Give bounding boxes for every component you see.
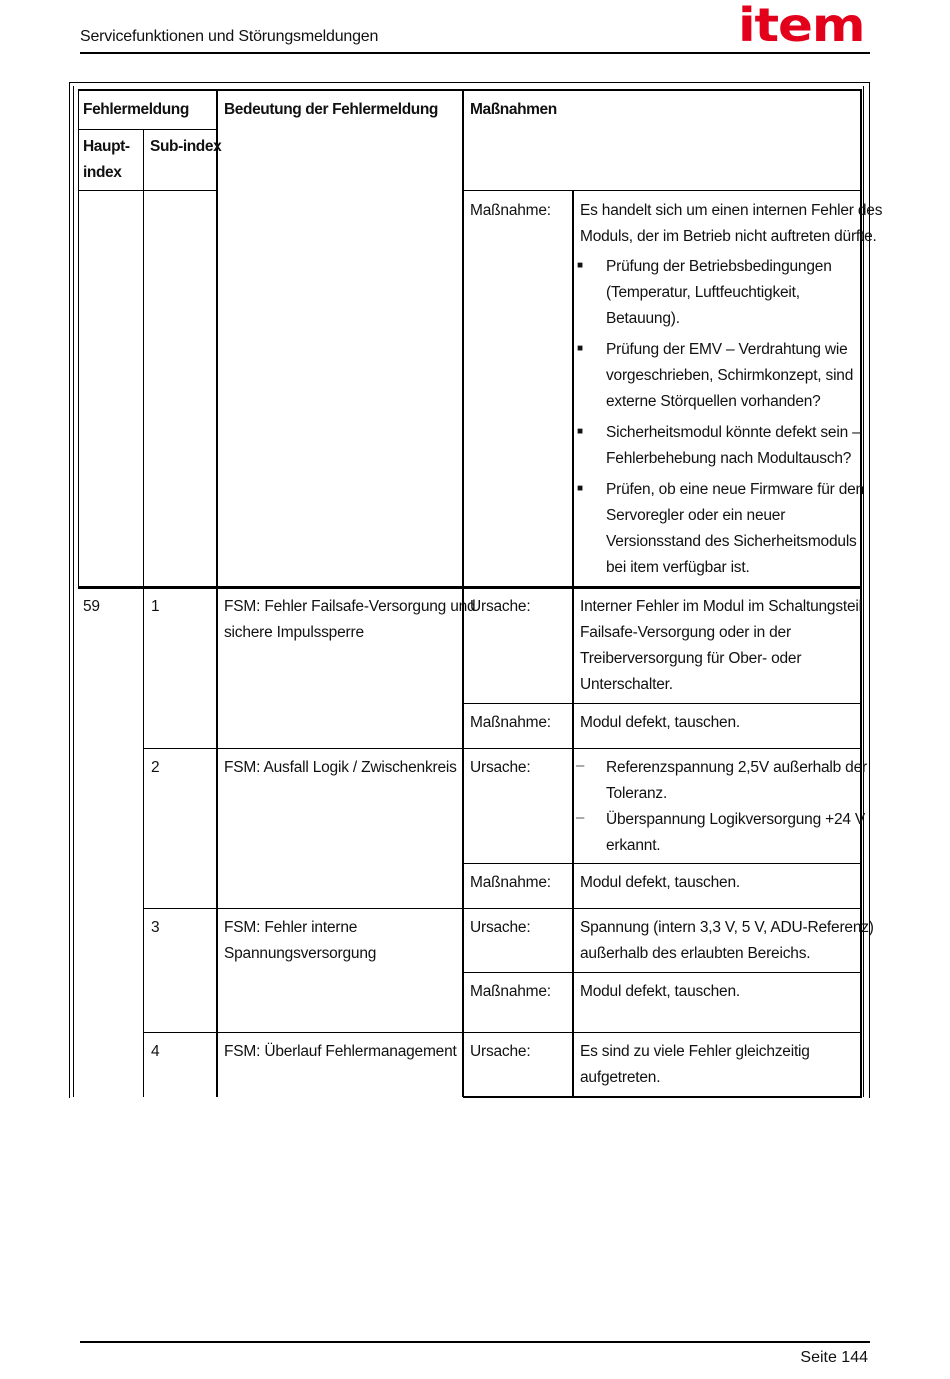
row-1-main-index: 59 [83, 598, 100, 615]
header-haupt-index-2: index [83, 164, 122, 181]
row-3-measure-label: Maßnahme: [470, 983, 551, 1000]
row-2-cause-2-line-1: Überspannung Logikversorgung +24 V [606, 811, 866, 828]
header-bottom-left-rule [78, 190, 217, 191]
row-1-cause-2: Failsafe-Versorgung oder in der [580, 624, 791, 641]
row-2-measure-label: Maßnahme: [470, 874, 551, 891]
row-2-measure-rule [463, 863, 861, 864]
square-bullet-icon: ■ [577, 483, 584, 494]
header-bottom-right-rule [463, 190, 861, 191]
row-1-meaning-1: FSM: Fehler Failsafe-Versorgung und [224, 598, 476, 615]
row-1-cause-4: Unterschalter. [580, 676, 673, 693]
fehlermeldung-split-rule [78, 129, 217, 130]
table-top-rule [78, 89, 861, 91]
row-2-cause-1-line-2: Toleranz. [606, 785, 668, 802]
header-bedeutung: Bedeutung der Fehlermeldung [224, 101, 438, 118]
row-3-meaning-1: FSM: Fehler interne [224, 919, 358, 936]
col-subindex-rule [143, 129, 144, 1097]
bullet-2-line-1: Prüfung der EMV – Verdrahtung wie [606, 341, 848, 358]
row-separator-59-rule [78, 586, 861, 589]
bullet-4-line-3: Versionsstand des Sicherheitsmoduls [606, 533, 857, 550]
col-meaning-rule [216, 89, 218, 1097]
row-2-cause-1-line-1: Referenzspannung 2,5V außerhalb der [606, 759, 867, 776]
header-fehlermeldung: Fehlermeldung [83, 101, 189, 118]
row-4-cause-1: Es sind zu viele Fehler gleichzeitig [580, 1043, 810, 1060]
item-logo: item [738, 0, 865, 52]
col-measures-rule [462, 89, 464, 1097]
row-4-cause-label: Ursache: [470, 1043, 531, 1060]
row-3-cause-1: Spannung (intern 3,3 V, 5 V, ADU-Referenz) [580, 919, 874, 936]
header-haupt-index-1: Haupt- [83, 138, 130, 155]
row-1-meaning-2: sichere Impulssperre [224, 624, 364, 641]
row-3-cause-label: Ursache: [470, 919, 531, 936]
row-3-measure-rule [463, 972, 861, 973]
square-bullet-icon: ■ [577, 343, 584, 354]
dash-bullet-icon: – [576, 809, 585, 826]
continued-intro-line-1: Es handelt sich um einen internen Fehler des [580, 202, 883, 219]
row-4-meaning-1: FSM: Überlauf Fehlermanagement [224, 1043, 457, 1060]
square-bullet-icon: ■ [577, 260, 584, 271]
bullet-1-line-1: Prüfung der Betriebsbedingungen [606, 258, 832, 275]
bullet-3-line-2: Fehlerbehebung nach Modultausch? [606, 450, 852, 467]
bullet-4-line-2: Servoregler oder ein neuer [606, 507, 786, 524]
bullet-1-line-3: Betauung). [606, 310, 680, 327]
row-4-top-rule [143, 1032, 861, 1033]
row-3-cause-2: außerhalb des erlaubten Bereichs. [580, 945, 811, 962]
row-3-meaning-2: Spannungsversorgung [224, 945, 377, 962]
bullet-3-line-1: Sicherheitsmodul könnte defekt sein – [606, 424, 861, 441]
row-4-sub-index: 4 [151, 1043, 160, 1060]
col-left-rule [78, 89, 79, 589]
row-4-cause-2: aufgetreten. [580, 1069, 661, 1086]
row-2-measure: Modul defekt, tauschen. [580, 874, 740, 891]
section-title: Servicefunktionen und Störungsmeldungen [80, 28, 379, 45]
bullet-2-line-2: vorgeschrieben, Schirmkonzept, sind [606, 367, 854, 384]
bullet-1-line-2: (Temperatur, Luftfeuchtigkeit, [606, 284, 800, 301]
bullet-4-line-1: Prüfen, ob eine neue Firmware für den [606, 481, 864, 498]
row-2-cause-2-line-2: erkannt. [606, 837, 661, 854]
header-massnahmen: Maßnahmen [470, 101, 557, 118]
row-3-top-rule [143, 908, 861, 909]
header-sub-index: Sub-index [150, 138, 222, 155]
footer-rule [80, 1341, 870, 1343]
row-1-measure: Modul defekt, tauschen. [580, 714, 740, 731]
bullet-2-line-3: externe Störquellen vorhanden? [606, 393, 821, 410]
row-1-measure-label: Maßnahme: [470, 714, 551, 731]
row-2-meaning-1: FSM: Ausfall Logik / Zwischenkreis [224, 759, 457, 776]
square-bullet-icon: ■ [577, 426, 584, 437]
page-number: Seite 144 [800, 1349, 868, 1366]
row-1-sub-index: 1 [151, 598, 160, 615]
row-2-sub-index: 2 [151, 759, 160, 776]
row-1-cause-label: Ursache: [470, 598, 531, 615]
row-4-bottom-rule [463, 1096, 862, 1098]
dash-bullet-icon: – [576, 757, 585, 774]
row-2-top-rule [143, 748, 861, 749]
row-3-sub-index: 3 [151, 919, 160, 936]
row-1-cause-1: Interner Fehler im Modul im Schaltungsteil [580, 598, 862, 615]
col-label-rule [572, 190, 574, 1097]
row-1-measure-rule [463, 703, 861, 704]
continued-intro-line-2: Moduls, der im Betrieb nicht auftreten dürfte. [580, 228, 877, 245]
header-rule [80, 52, 870, 54]
continued-measure-label: Maßnahme: [470, 202, 551, 219]
row-1-cause-3: Treiberversorgung für Ober- oder [580, 650, 802, 667]
bullet-4-line-4: bei item verfügbar ist. [606, 559, 750, 576]
row-3-measure: Modul defekt, tauschen. [580, 983, 740, 1000]
row-2-cause-label: Ursache: [470, 759, 531, 776]
